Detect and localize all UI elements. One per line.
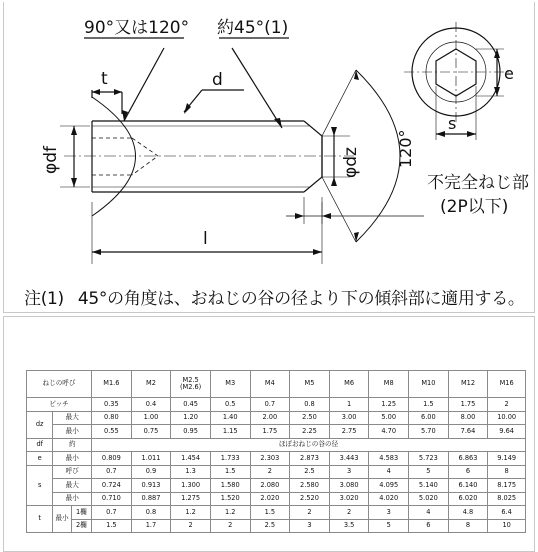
table-cell: 2.5 [290, 465, 330, 479]
table-cell: 2.520 [290, 492, 330, 506]
table-cell: 4.583 [369, 452, 409, 466]
size-m5: M5 [290, 371, 330, 398]
footnote-text: 45°の角度は、おねじの谷の径より下の傾斜部に適用する。 [77, 289, 525, 309]
incomplete-thread-note: (2P以下) [440, 197, 509, 217]
s-min-row [27, 492, 526, 506]
table-cell: 2 [210, 519, 250, 533]
table-cell: 0.8 [131, 506, 171, 520]
table-cell: 3 [329, 465, 369, 479]
table-cell: 0.35 [92, 398, 132, 412]
e-label: e [504, 64, 514, 83]
table-cell: 2.303 [250, 452, 290, 466]
size-m8: M8 [369, 371, 409, 398]
dz-label: dz [27, 411, 53, 438]
table-cell: 3.5 [329, 519, 369, 533]
table-cell: 2 [250, 465, 290, 479]
size-m6: M6 [329, 371, 369, 398]
df-merged: ほぼおねじの谷の径 [92, 438, 526, 452]
table-cell: 0.4 [131, 398, 171, 412]
table-cell: 0.7 [92, 506, 132, 520]
table-cell: 1 [329, 398, 369, 412]
table-cell: 6 [448, 465, 488, 479]
table-cell: 4.70 [369, 425, 409, 439]
table-cell: 6.140 [448, 479, 488, 493]
table-cell: 1.454 [171, 452, 211, 466]
table-cell: 0.710 [92, 492, 132, 506]
table-cell: 2.75 [329, 425, 369, 439]
s-max-row [27, 479, 526, 493]
t-col1-row [27, 506, 526, 520]
size-m16: M16 [488, 371, 526, 398]
table-cell: 2 [171, 519, 211, 533]
pitch-label: ピッチ [27, 398, 92, 412]
drawing-panel [3, 2, 535, 313]
table-cell: 8.00 [448, 411, 488, 425]
table-cell: 2 [329, 506, 369, 520]
table-cell: 7.64 [448, 425, 488, 439]
df-label: φdf [41, 146, 61, 174]
table-cell: 1.75 [250, 425, 290, 439]
length-label: l [203, 229, 208, 249]
size-m12: M12 [448, 371, 488, 398]
table-cell: 2.873 [290, 452, 330, 466]
size-m1-6: M1.6 [92, 371, 132, 398]
table-cell: 0.913 [131, 479, 171, 493]
table-cell: 9.149 [488, 452, 526, 466]
table-cell: 5.70 [409, 425, 449, 439]
df-row [27, 438, 526, 452]
table-cell: 1.00 [131, 411, 171, 425]
table-cell: 1.5 [92, 519, 132, 533]
incomplete-thread-label: 不完全ねじ部 [427, 173, 529, 193]
table-cell: 10 [488, 519, 526, 533]
table-cell: 5.140 [409, 479, 449, 493]
table-cell: 4 [369, 465, 409, 479]
pitch-row [27, 398, 526, 412]
table-cell: 1.7 [131, 519, 171, 533]
table-cell: 1.733 [210, 452, 250, 466]
s-max-label: 最大 [53, 479, 92, 493]
t-label: t [27, 506, 53, 533]
table-cell: 8.175 [488, 479, 526, 493]
table-cell: 2.00 [250, 411, 290, 425]
table-cell: 5.020 [409, 492, 449, 506]
table-cell: 6.020 [448, 492, 488, 506]
s-nominal-label: 呼び [53, 465, 92, 479]
table-cell: 3.00 [329, 411, 369, 425]
table-cell: 1.011 [131, 452, 171, 466]
dz-max-label: 最大 [53, 411, 92, 425]
table-cell: 5.723 [409, 452, 449, 466]
table-cell: 9.64 [488, 425, 526, 439]
table-cell: 1.5 [250, 506, 290, 520]
table-cell: 4.095 [369, 479, 409, 493]
table-cell: 1.15 [210, 425, 250, 439]
df-sub-label: 約 [53, 438, 92, 452]
table-cell: 1.2 [171, 506, 211, 520]
dz-min-row [27, 425, 526, 439]
t-label: t [101, 69, 108, 89]
t-col2-row [27, 519, 526, 533]
dz-max-row [27, 411, 526, 425]
table-cell: 1.5 [210, 465, 250, 479]
size-m4: M4 [250, 371, 290, 398]
table-cell: 6.00 [409, 411, 449, 425]
dimension-table [26, 370, 526, 533]
table-cell: 6 [409, 519, 449, 533]
table-cell: 3 [369, 506, 409, 520]
t-min-label: 最小 [53, 506, 71, 533]
table-cell: 1.25 [369, 398, 409, 412]
table-cell: 1.520 [210, 492, 250, 506]
header-label: ねじの呼び [27, 371, 92, 398]
table-cell: 2.50 [290, 411, 330, 425]
e-row [27, 452, 526, 466]
angle-label-top: 90°又は120° [84, 18, 190, 38]
table-cell: 1.275 [171, 492, 211, 506]
s-label: s [27, 465, 53, 506]
table-cell: 0.45 [171, 398, 211, 412]
table-cell: 4 [409, 506, 449, 520]
table-cell: 1.580 [210, 479, 250, 493]
table-cell: 0.9 [131, 465, 171, 479]
table-cell: 5 [369, 519, 409, 533]
table-cell: 1.20 [171, 411, 211, 425]
t-col2-label: 2欄 [71, 519, 91, 533]
size-m2: M2 [131, 371, 171, 398]
footnote-ref: 注(1) [24, 289, 64, 309]
table-cell: 2.25 [290, 425, 330, 439]
table-cell: 0.809 [92, 452, 132, 466]
table-cell: 0.5 [210, 398, 250, 412]
table-cell: 1.300 [171, 479, 211, 493]
s-label: s [448, 114, 457, 133]
table-cell: 0.8 [290, 398, 330, 412]
table-cell: 3.080 [329, 479, 369, 493]
table-cell: 0.7 [250, 398, 290, 412]
table-cell: 2.020 [250, 492, 290, 506]
table-cell: 1.40 [210, 411, 250, 425]
table-cell: 0.80 [92, 411, 132, 425]
table-cell: 8.025 [488, 492, 526, 506]
table-cell: 2 [290, 506, 330, 520]
table-cell: 10.00 [488, 411, 526, 425]
table-cell: 1.2 [210, 506, 250, 520]
df-label: df [27, 438, 53, 452]
angle-label-right: 約45°(1) [217, 18, 289, 38]
table-header-row [27, 371, 526, 398]
e-label: e [27, 452, 53, 466]
s-nominal-row [27, 465, 526, 479]
table-cell: 3 [290, 519, 330, 533]
t-col1-label: 1欄 [71, 506, 91, 520]
table-cell: 5.00 [369, 411, 409, 425]
table-cell: 0.7 [92, 465, 132, 479]
table-cell: 2.5 [250, 519, 290, 533]
table-cell: 4.020 [369, 492, 409, 506]
size-m2-5: M2.5 (M2.6) [171, 371, 211, 398]
table-cell: 1.5 [409, 398, 449, 412]
table-cell: 0.75 [131, 425, 171, 439]
e-sub-label: 最小 [53, 452, 92, 466]
table-cell: 4.8 [448, 506, 488, 520]
table-cell: 8 [448, 519, 488, 533]
footnote [24, 284, 525, 309]
angle-120-label: 120° [396, 129, 415, 168]
table-cell: 0.55 [92, 425, 132, 439]
table-cell: 0.724 [92, 479, 132, 493]
table-cell: 0.887 [131, 492, 171, 506]
table-cell: 3.020 [329, 492, 369, 506]
table-cell: 5 [409, 465, 449, 479]
d-label: d [212, 70, 223, 90]
table-cell: 8 [488, 465, 526, 479]
table-cell: 2 [488, 398, 526, 412]
table-cell: 0.95 [171, 425, 211, 439]
table-cell: 1.75 [448, 398, 488, 412]
dz-min-label: 最小 [53, 425, 92, 439]
table-cell: 2.580 [290, 479, 330, 493]
dz-label: φdz [341, 147, 361, 178]
size-m3: M3 [210, 371, 250, 398]
table-cell: 3.443 [329, 452, 369, 466]
s-min-label: 最小 [53, 492, 92, 506]
size-m10: M10 [409, 371, 449, 398]
table-cell: 2.080 [250, 479, 290, 493]
table-cell: 6.863 [448, 452, 488, 466]
table-cell: 6.4 [488, 506, 526, 520]
set-screw-drawing [4, 2, 534, 282]
table-cell: 1.3 [171, 465, 211, 479]
